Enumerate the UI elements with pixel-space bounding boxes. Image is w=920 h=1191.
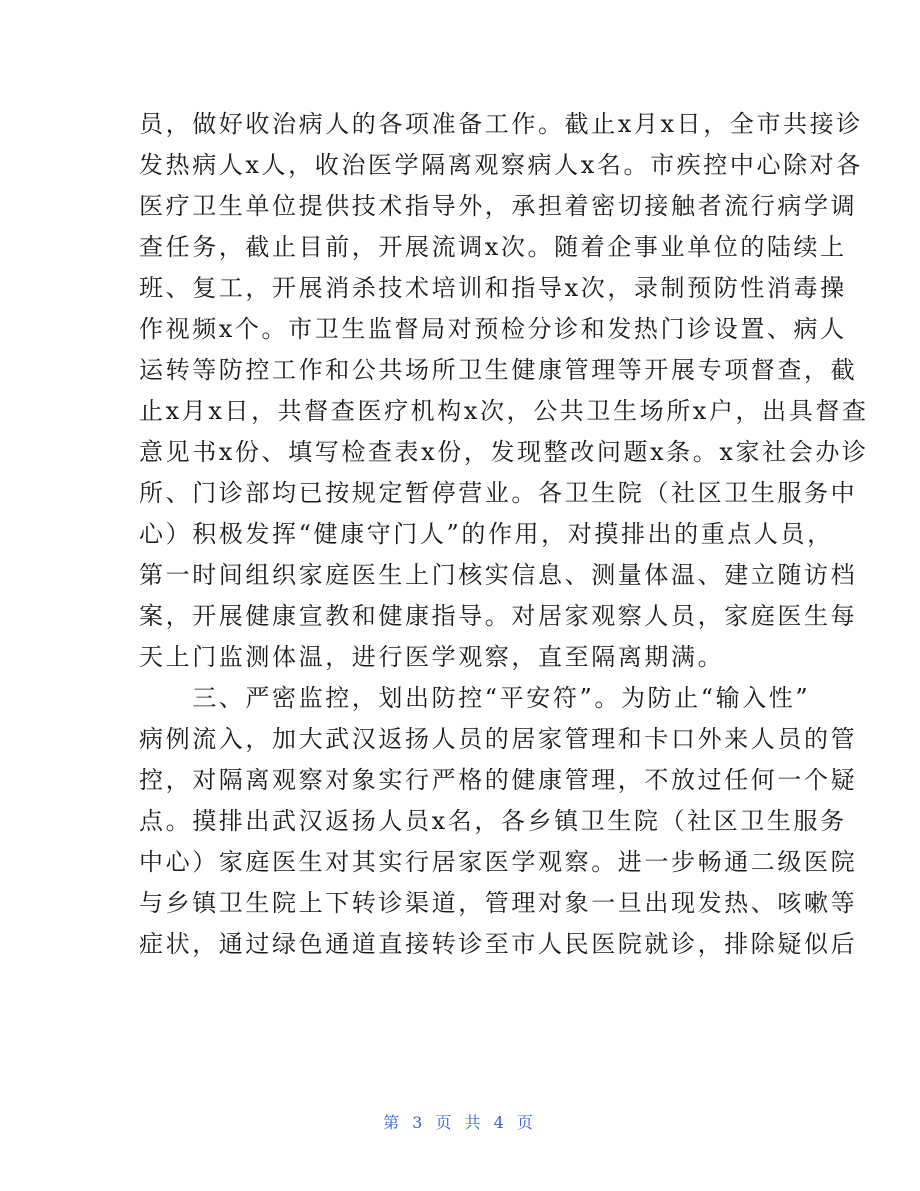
text-line: 三、严密监控，划出防控“平安符”。为防止“输入性” <box>139 684 811 712</box>
text-line: 病例流入，加大武汉返扬人员的居家管理和卡口外来人员的管 <box>139 725 858 753</box>
text-line: 案，开展健康宣教和健康指导。对居家观察人员，家庭医生每 <box>139 602 858 630</box>
text-line: 查任务，截止目前，开展流调x次。随着企事业单位的陆续上 <box>139 233 847 261</box>
text-line: 发热病人x人，收治医学隔离观察病人x名。市疾控中心除对各 <box>139 151 863 179</box>
text-line: 心）积极发挥“健康守门人”的作用，对摸排出的重点人员， <box>139 520 834 548</box>
text-line: 作视频x个。市卫生监督局对预检分诊和发热门诊设置、病人 <box>139 315 847 343</box>
text-line: 所、门诊部均已按规定暂停营业。各卫生院（社区卫生服务中 <box>139 479 858 507</box>
text-line: 与乡镇卫生院上下转诊渠道，管理对象一旦出现发热、咳嗽等 <box>139 889 858 917</box>
text-line: 班、复工，开展消杀技术培训和指导x次，录制预防性消毒操 <box>139 274 847 302</box>
text-line: 点。摸排出武汉返扬人员x名，各乡镇卫生院（社区卫生服务 <box>139 807 847 835</box>
text-line: 第一时间组织家庭医生上门核实信息、测量体温、建立随访档 <box>139 561 858 589</box>
text-line: 意见书x份、填写检查表x份，发现整改问题x条。x家社会办诊 <box>139 438 869 466</box>
text-line: 控，对隔离观察对象实行严格的健康管理，不放过任何一个疑 <box>139 766 858 794</box>
text-line: 天上门监测体温，进行医学观察，直至隔离期满。 <box>139 643 725 671</box>
text-line: 运转等防控工作和公共场所卫生健康管理等开展专项督查，截 <box>139 356 858 384</box>
text-line: 症状，通过绿色通道直接转诊至市人民医院就诊，排除疑似后 <box>139 930 858 958</box>
text-line: 中心）家庭医生对其实行居家医学观察。进一步畅通二级医院 <box>139 848 858 876</box>
text-line: 医疗卫生单位提供技术指导外，承担着密切接触者流行病学调 <box>139 192 858 220</box>
text-line: 止x月x日，共督查医疗机构x次，公共卫生场所x户，出具督查 <box>139 397 869 425</box>
body-text <box>139 104 869 965</box>
page-number-footer: 第 3 页 共 4 页 <box>383 1113 537 1132</box>
text-line: 员，做好收治病人的各项准备工作。截止x月x日，全市共接诊 <box>139 110 863 138</box>
